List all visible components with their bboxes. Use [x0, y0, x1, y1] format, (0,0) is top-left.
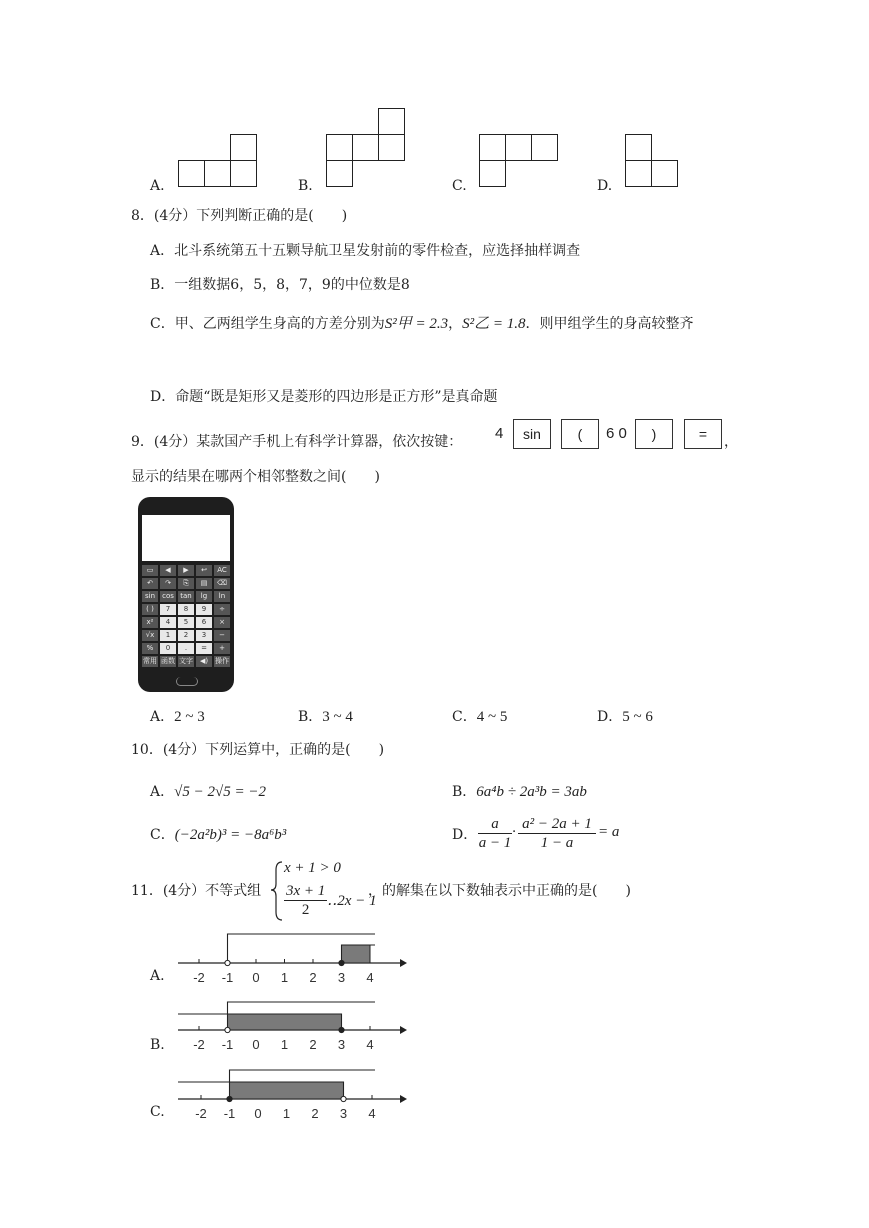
- calculator-key: ↷: [160, 578, 176, 589]
- calculator-key: 文字: [179, 657, 193, 665]
- calculator-key: ◀: [160, 565, 176, 576]
- q8-option-b: B．一组数据6，5，8，7，9的中位数是8: [150, 277, 410, 293]
- open-endpoint: [341, 1096, 346, 1101]
- number-line-tick-label: 0: [252, 970, 260, 985]
- home-button-icon: [176, 677, 198, 686]
- q9-stem-line1: 9．(4分）某款国产手机上有科学计算器，依次按键：: [131, 434, 463, 450]
- number-line-tick-label: -2: [195, 1106, 207, 1121]
- q9-key-equals: =: [684, 419, 722, 449]
- calculator-key: 1: [160, 630, 176, 641]
- calculator-phone-image: [138, 497, 234, 692]
- q11-option-b-label: B.: [150, 1037, 165, 1053]
- inequality-ray: [178, 1014, 342, 1030]
- q8-option-d: D．命题“既是矩形又是菱形的四边形是正方形”是真命题: [150, 389, 498, 405]
- q8-option-c-prefix: C．甲、乙两组学生身高的方差分别为: [150, 316, 385, 332]
- number-line-tick-label: 4: [366, 1037, 374, 1052]
- calculator-keypad: [142, 565, 230, 667]
- q10-option-b: B．6a⁴b ÷ 2a³b = 3ab: [452, 784, 587, 800]
- q8-option-c-sep: ，: [448, 316, 463, 332]
- calculator-key: ( ): [142, 604, 158, 615]
- calculator-key: =: [196, 643, 212, 654]
- q9-key-close-paren: ): [635, 419, 673, 449]
- inequality-ray: [228, 1002, 376, 1030]
- arrow-icon: [400, 1026, 407, 1034]
- calculator-key: ⎘: [178, 578, 194, 589]
- number-line-tick-label: -1: [221, 1037, 234, 1052]
- number-line-tick-label: 4: [366, 970, 374, 985]
- q8-option-a: A．北斗系统第五十五颗导航卫星发射前的零件检查，应选择抽样调查: [150, 243, 581, 259]
- calculator-key: +: [214, 643, 230, 654]
- calculator-key: 4: [160, 617, 176, 628]
- q8-option-c: [150, 312, 693, 333]
- number-line-tick-label: 1: [282, 1106, 291, 1121]
- calculator-key: AC: [214, 565, 230, 576]
- arrow-icon: [400, 1095, 407, 1103]
- q10-stem: 10．(4分）下列运算中，正确的是( ): [131, 742, 385, 758]
- q9-key-open-paren: (: [561, 419, 599, 449]
- calculator-key: ◀): [196, 656, 212, 667]
- q9-comma: ，: [724, 434, 738, 450]
- number-line-tick-label: 0: [254, 1106, 262, 1121]
- open-endpoint: [225, 1027, 230, 1032]
- q10-option-c: C．(−2a²b)³ = −8a⁶b³: [150, 827, 287, 843]
- closed-endpoint: [339, 1027, 344, 1032]
- q8-option-c-suffix: ．则甲组学生的身高较整齐: [525, 316, 694, 332]
- calculator-key: 2: [178, 630, 194, 641]
- calculator-key: ▶: [178, 565, 194, 576]
- number-line-tick-label: 4: [368, 1106, 376, 1121]
- number-line-tick-label: 2: [309, 1037, 317, 1052]
- open-endpoint: [225, 960, 230, 965]
- q11-stem-suffix: ，的解集在以下数轴表示中正确的是( ): [368, 883, 631, 899]
- calculator-key: 3: [196, 630, 212, 641]
- closed-endpoint: [227, 1096, 232, 1101]
- q7-option-c-label: C.: [452, 178, 467, 194]
- calculator-key: 函数: [161, 657, 175, 665]
- number-line-tick-label: 2: [311, 1106, 319, 1121]
- inequality-ray: [228, 934, 376, 963]
- q11-option-a-label: A.: [150, 968, 165, 984]
- q9-option-d: D．5 ~ 6: [597, 709, 653, 725]
- calculator-key: 8: [178, 604, 194, 615]
- q9-option-c: C．4 ~ 5: [452, 709, 508, 725]
- calculator-key: ÷: [214, 604, 230, 615]
- calculator-key: ⌫: [214, 578, 230, 589]
- number-line-tick-label: 3: [339, 1106, 348, 1121]
- calculator-key: ▭: [142, 565, 158, 576]
- arrow-icon: [400, 959, 407, 967]
- q8-stem: 8．(4分）下列判断正确的是( ): [131, 208, 348, 224]
- q9-stem-line2: 显示的结果在哪两个相邻整数之间( ): [131, 469, 380, 485]
- number-line-tick-label: -2: [193, 970, 205, 985]
- q11-stem-prefix: 11．(4分）不等式组: [131, 883, 262, 899]
- calculator-key: 0: [160, 643, 176, 654]
- calculator-key: 7: [160, 604, 176, 615]
- calculator-key: √x: [142, 630, 158, 641]
- calculator-key: 操作: [215, 657, 229, 665]
- q10-d-fraction-1: a a − 1: [478, 816, 512, 851]
- calculator-key: −: [214, 630, 230, 641]
- q8-variance-jia: S²甲 = 2.3: [384, 316, 449, 332]
- q11-inequality-2: $\frac{3x + 1}{2}$ ‥2x − 1: [286, 883, 377, 918]
- q9-key-sin: sin: [513, 419, 551, 449]
- calculator-key: 常用: [143, 657, 157, 665]
- q10-d-fraction-2: a² − 2a + 1 1 − a: [518, 815, 596, 852]
- calculator-key: tan: [178, 591, 194, 602]
- number-line-tick-label: -1: [223, 1106, 236, 1121]
- number-line-tick-label: -1: [221, 970, 234, 985]
- calculator-key: ▤: [196, 578, 212, 589]
- q7-option-d-label: D.: [597, 178, 613, 194]
- calculator-key: sin: [142, 591, 158, 602]
- closed-endpoint: [339, 960, 344, 965]
- number-line-tick-label: 2: [309, 970, 317, 985]
- q10-option-a: A．√5 − 2√5 = −2: [150, 784, 266, 800]
- calculator-key: %: [142, 643, 158, 654]
- number-line-tick-label: -2: [193, 1037, 205, 1052]
- solution-region: [230, 1082, 344, 1099]
- q9-key-60: 6 0: [606, 425, 627, 442]
- q7-option-b-label: B.: [298, 178, 313, 194]
- q7-option-a-label: A.: [150, 178, 165, 194]
- calculator-key: ×: [214, 617, 230, 628]
- number-line-tick-label: 0: [252, 1037, 260, 1052]
- calculator-key: ↩: [196, 565, 212, 576]
- inequality-ray: [178, 1082, 344, 1099]
- calculator-key: cos: [160, 591, 176, 602]
- calculator-key: 9: [196, 604, 212, 615]
- q11-inequality-1: x + 1 > 0: [284, 860, 341, 876]
- q11-option-c-label: C.: [150, 1104, 165, 1120]
- solution-region: [228, 1014, 342, 1030]
- calculator-key: 6: [196, 617, 212, 628]
- number-line-tick-label: 3: [337, 970, 346, 985]
- calculator-key: 5: [178, 617, 194, 628]
- calculator-key: ↶: [142, 578, 158, 589]
- calculator-key: .: [178, 643, 194, 654]
- number-line-tick-label: 3: [337, 1037, 346, 1052]
- calculator-screen: [142, 515, 230, 561]
- inequality-ray: [342, 945, 376, 963]
- solution-region: [342, 945, 371, 963]
- number-line-tick-label: 1: [280, 1037, 289, 1052]
- inequality-ray: [230, 1070, 376, 1099]
- q9-key-4: 4: [495, 425, 504, 442]
- q9-option-b: B．3 ~ 4: [298, 709, 353, 725]
- number-line-tick-label: 1: [280, 970, 289, 985]
- q8-variance-yi: S²乙 = 1.8: [462, 316, 526, 332]
- calculator-key: x²: [142, 617, 158, 628]
- calculator-key: ln: [214, 591, 230, 602]
- q9-option-a: A．2 ~ 3: [150, 709, 205, 725]
- calculator-key: lg: [196, 591, 212, 602]
